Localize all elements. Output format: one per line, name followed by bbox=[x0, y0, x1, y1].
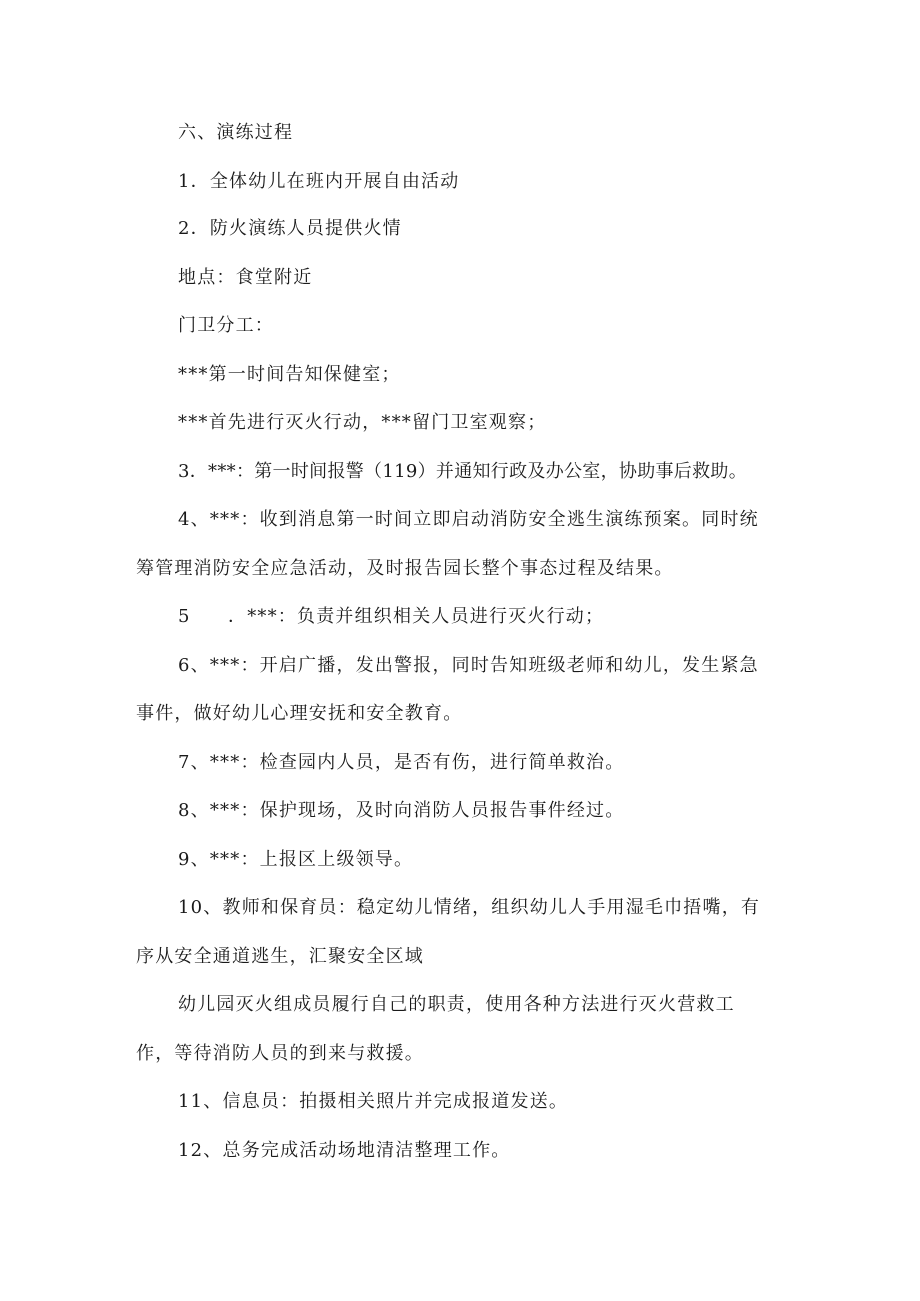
text-line: 3．***：第一时间报警（119）并通知行政及办公室，协助事后救助。 bbox=[178, 461, 748, 482]
section-heading: 六、演练过程 bbox=[178, 122, 294, 143]
text-line: 4、***：收到消息第一时间立即启动消防安全逃生演练预案。同时统 bbox=[178, 509, 759, 530]
text-line: 11、信息员：拍摄相关照片并完成报道发送。 bbox=[178, 1091, 569, 1112]
text-line: 10、教师和保育员：稳定幼儿情绪，组织幼儿人手用湿毛巾捂嘴，有 bbox=[178, 897, 761, 918]
text-line: 7、***：检查园内人员，是否有伤，进行简单救治。 bbox=[178, 752, 625, 773]
text-line: 序从安全通道逃生，汇聚安全区域 bbox=[136, 946, 424, 967]
text-line: 9、***：上报区上级领导。 bbox=[178, 849, 414, 870]
text-line: ***首先进行灭火行动，***留门卫室观察； bbox=[178, 412, 547, 433]
text-line: 事件，做好幼儿心理安抚和安全教育。 bbox=[136, 703, 463, 724]
text-line: 6、***：开启广播，发出警报，同时告知班级老师和幼儿，发生紧急 bbox=[178, 655, 759, 676]
text-line: 幼儿园灭火组成员履行自己的职责，使用各种方法进行灭火营救工 bbox=[178, 994, 735, 1015]
text-line: 作，等待消防人员的到来与救援。 bbox=[136, 1043, 424, 1064]
text-line: 筹管理消防安全应急活动，及时报告园长整个事态过程及结果。 bbox=[136, 558, 674, 579]
text-line: 门卫分工： bbox=[178, 315, 274, 336]
text-line: 5 bbox=[178, 606, 191, 627]
text-line: 2．防火演练人员提供火情 bbox=[178, 218, 402, 239]
text-line: 8、***：保护现场，及时向消防人员报告事件经过。 bbox=[178, 800, 625, 821]
text-line: 1．全体幼儿在班内开展自由活动 bbox=[178, 171, 460, 192]
text-line: ．***：负责并组织相关人员进行灭火行动； bbox=[228, 606, 605, 627]
text-line: 12、总务完成活动场地清洁整理工作。 bbox=[178, 1140, 511, 1161]
text-line: 地点：食堂附近 bbox=[178, 267, 313, 288]
text-line: ***第一时间告知保健室； bbox=[178, 364, 401, 385]
